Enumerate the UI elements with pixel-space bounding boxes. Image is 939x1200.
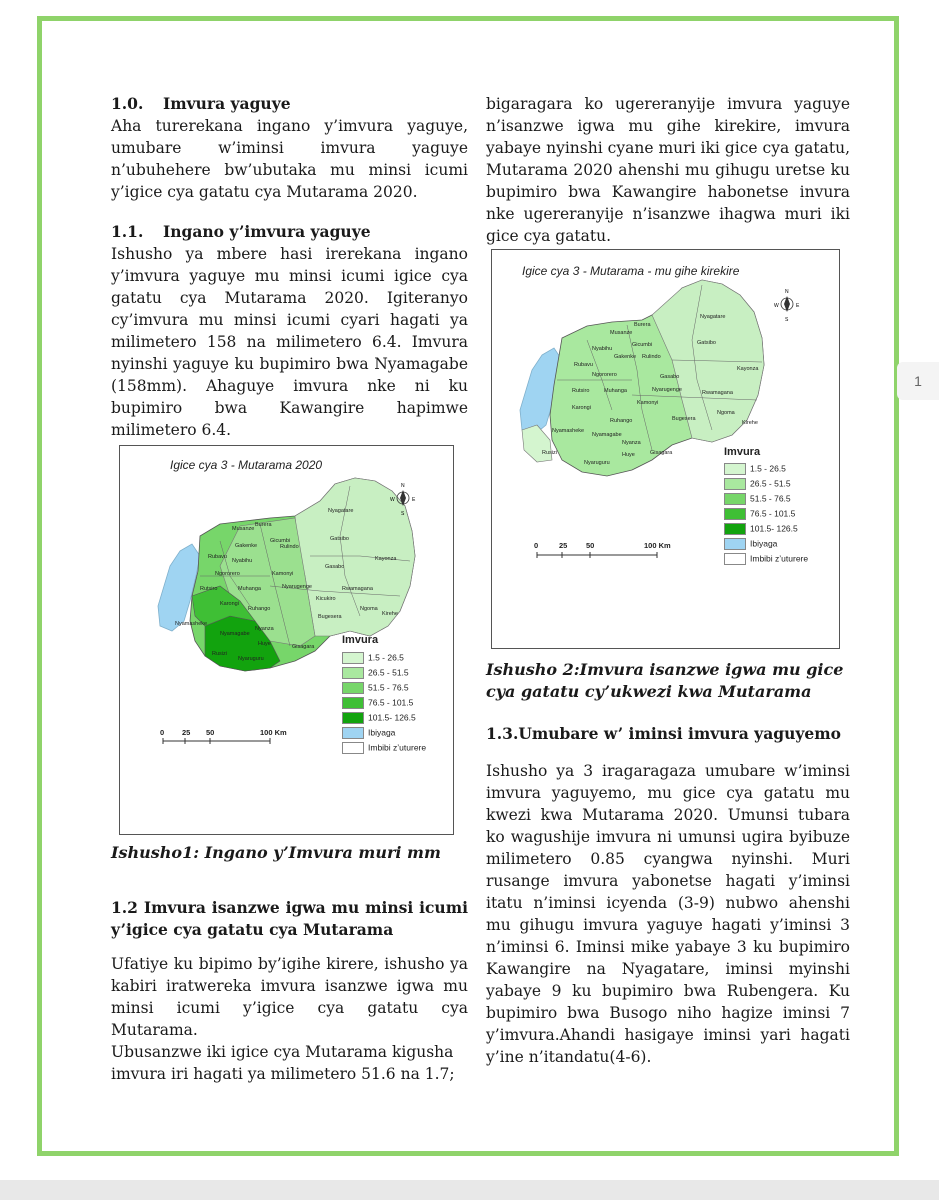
legend-swatch — [724, 493, 746, 505]
legend-item — [342, 742, 426, 754]
district-label: Kayonza — [737, 366, 759, 372]
legend-item — [724, 553, 808, 565]
legend-swatch — [724, 523, 746, 535]
scale-label-0: 0 — [534, 541, 539, 550]
legend-swatch — [342, 742, 364, 754]
district-label: Rutsiro — [200, 586, 218, 592]
scale-label-50: 50 — [206, 728, 215, 737]
section-1-0-heading — [111, 93, 468, 115]
district-label: Gakenke — [614, 354, 637, 360]
right-column-top: bigaragara ko ugereranyije imvura yaguye n’isanzwe igwa mu gihe kirekire, imvura yabaye nyinshi cyane muri iki gice cya gatatu, Mutarama 2020 ahenshi mu gihugu uretse ku bupimiro bwa Kawangire habonetse invura nke ugereranyije n’isanzwe ihagwa muri iki gice cya gatatu. — [486, 95, 850, 245]
district-label: Nyabihu — [232, 558, 253, 564]
district-label: Nyanza — [255, 626, 274, 632]
map-title: Igice cya 3 - Mutarama 2020 — [170, 458, 323, 472]
legend-swatch — [342, 712, 364, 724]
legend-label: 101.5- 126.5 — [750, 523, 798, 534]
scale-label-50: 50 — [586, 541, 595, 550]
district-label: Nyamasheke — [175, 621, 208, 627]
bottom-toolbar — [0, 1180, 939, 1200]
district-label: Bugesera — [318, 614, 342, 620]
figure-2-caption: Ishusho 2:Imvura isanzwe igwa mu gice cya gatatu cy’ukwezi kwa Mutarama — [486, 660, 844, 701]
legend-label: 51.5 - 76.5 — [750, 493, 791, 504]
legend-item — [724, 493, 791, 505]
legend-item — [724, 523, 798, 535]
district-label: Rwamagana — [702, 390, 733, 396]
legend-item — [724, 538, 777, 550]
scale-label-25: 25 — [559, 541, 568, 550]
legend-swatch — [342, 697, 364, 709]
district-label: Nyaruguru — [584, 460, 610, 466]
district-label: Ngororero — [215, 571, 240, 577]
district-label: Nyabihu — [592, 346, 613, 352]
district-label: Nyagatare — [328, 508, 354, 514]
legend-label: 26.5 - 51.5 — [750, 478, 791, 489]
legend-label: Imbibi z’uturere — [750, 553, 809, 564]
district-label: Nyanza — [622, 440, 641, 446]
district-label: Huye — [258, 641, 271, 647]
legend-swatch — [342, 682, 364, 694]
district-label: Nyamasheke — [552, 428, 585, 434]
legend-item — [342, 727, 395, 739]
district-label: Rulindo — [642, 354, 661, 360]
district-label: Gatsibo — [330, 536, 349, 542]
district-label: Rulindo — [280, 544, 299, 550]
legend-label: 101.5- 126.5 — [368, 712, 416, 723]
legend-label: 1.5 - 26.5 — [750, 463, 786, 474]
section-1-2-body: Ufatiye ku bipimo by’igihe kirere, ishusho ya kabiri iratwereka imvura isanzwe igwa mu minsi icumi y’igice cya gatatu cya Mutarama. — [111, 955, 468, 1039]
legend-label: Imbibi z’uturere — [368, 742, 427, 753]
svg-text:E: E — [796, 303, 800, 309]
district-label: Rwamagana — [342, 586, 373, 592]
legend-label: 76.5 - 101.5 — [750, 508, 796, 519]
district-label: Burera — [255, 522, 272, 528]
legend-swatch — [724, 553, 746, 565]
section-1-1-body: Ishusho ya mbere hasi irerekana ingano y’imvura yaguye mu minsi icumi igice cya gatatu cya Mutarama 2020. Igiteranyo cy’imvura mu minsi icumi cyari hagati ya milimetero 158 na milimetero 6.4. Imvura nyinshi yaguye ku bupimiro bwa Nyamagabe (158mm). Ahaguye imvura nke ni ku bupimiro bwa Kawangire hapimwe milimetero 6.4. — [111, 245, 468, 439]
section-1-1-heading — [111, 221, 468, 243]
scale-label-100: 100 Km — [644, 541, 671, 550]
section-1-0-body: Aha turerekana ingano y’imvura yaguye, umubare w’iminsi imvura yaguye n’ubuhehere bw’ubutaka mu minsi icumi y’igice cya gatatu cya Mutarama 2020. — [111, 117, 468, 201]
north-arrow-icon — [774, 289, 800, 323]
district-label: Gatsibo — [697, 340, 716, 346]
svg-text:W: W — [390, 497, 395, 503]
section-number: 1.1. — [111, 222, 144, 241]
section-1-3-heading: 1.3.Umubare w’ iminsi imvura yaguyemo — [486, 724, 841, 743]
district-label: Rusizi — [542, 450, 557, 456]
svg-text:W: W — [774, 303, 779, 309]
svg-text:N: N — [401, 483, 405, 489]
district-label: Ruhango — [248, 606, 271, 612]
district-label: Gisagara — [650, 450, 673, 456]
district-label: Nyagatare — [700, 314, 726, 320]
district-label: Bugesera — [672, 416, 696, 422]
district-label: Kamonyi — [272, 571, 294, 577]
district-label: Musanze — [232, 526, 255, 532]
svg-text:N: N — [785, 289, 789, 295]
district-label: Rubavu — [208, 554, 227, 560]
legend-item — [724, 463, 786, 475]
legend-swatch — [342, 727, 364, 739]
district-label: Nyarugenge — [282, 584, 312, 590]
page-number-tab[interactable]: 1 — [897, 362, 939, 400]
rwanda-longterm-rainfall-map — [492, 250, 839, 648]
legend-swatch — [342, 667, 364, 679]
map-figure-2 — [491, 249, 840, 649]
svg-text:S: S — [401, 511, 405, 517]
legend-label: 1.5 - 26.5 — [368, 652, 404, 663]
legend-item — [724, 508, 795, 520]
left-column-bottom — [111, 897, 468, 1085]
legend-item — [342, 697, 413, 709]
section-title: Imvura yaguye — [163, 94, 291, 113]
legend-swatch — [724, 508, 746, 520]
district-label: Huye — [622, 452, 635, 458]
district-label: Rusizi — [212, 651, 227, 657]
section-1-2-body-2: Ubusanzwe iki igice cya Mutarama kigusha imvura iri hagati ya milimetero 51.6 na 1.7; — [111, 1043, 455, 1083]
legend-item — [342, 712, 416, 724]
district-label: Kamonyi — [637, 400, 659, 406]
district-label: Ruhango — [610, 418, 633, 424]
district-label: Kirehe — [382, 611, 398, 617]
scale-label-25: 25 — [182, 728, 191, 737]
legend-item — [342, 667, 409, 679]
legend-label: 76.5 - 101.5 — [368, 697, 414, 708]
legend-swatch — [724, 538, 746, 550]
district-label: Nyamagabe — [220, 631, 250, 637]
district-label: Nyamagabe — [592, 432, 622, 438]
district-label: Kicukiro — [316, 596, 336, 602]
district-label: Kirehe — [742, 420, 758, 426]
left-column — [111, 93, 468, 441]
rwanda-rainfall-map — [120, 446, 453, 834]
scale-label-100: 100 Km — [260, 728, 287, 737]
district-label: Rutsiro — [572, 388, 590, 394]
rusizi-region — [522, 425, 552, 462]
district-label: Ngoma — [717, 410, 735, 416]
map-title: Igice cya 3 - Mutarama - mu gihe kirekire — [522, 264, 740, 278]
district-label: Burera — [634, 322, 651, 328]
legend-item — [724, 478, 791, 490]
district-label: Nyarugenge — [652, 387, 682, 393]
district-label: Muhanga — [238, 586, 261, 592]
legend-title: Imvura — [724, 446, 761, 458]
district-label: Karongi — [572, 405, 591, 411]
section-title: Ingano y’imvura yaguye — [163, 222, 371, 241]
legend-item — [342, 682, 409, 694]
svg-text:E: E — [412, 497, 416, 503]
district-label: Ngororero — [592, 372, 617, 378]
map-figure-1 — [119, 445, 454, 835]
scale-bar — [163, 738, 270, 744]
section-1-3-body: Ishusho ya 3 iragaragaza umubare w’iminsi imvura yaguyemo, mu gice cya gatatu mu kwezi kwa Mutarama 2020. Umunsi tubara ko wagushije imvura ni umunsi ugira byibuze milimetero 0.85 cyangwa nyinshi. Muri rusange imvura yabonetse hagati y’iminsi itatu n’iminsi icyenda (3-9) nubwo ahenshi mu gihugu imvura yaguye hagati y’iminsi 3 n’iminsi 6. Iminsi mike yabaye 3 ku bupimiro Kawangire na Nyagatare, iminsi myinshi yabaye 9 ku bupimiro bwa Rubengera. Ku bupimiro bwa Busogo niho hagize iminsi 7 y’imvura.Ahandi hasigaye iminsi yari hagati y’ine n’itandatu(4-6). — [486, 762, 850, 1066]
legend-label: 26.5 - 51.5 — [368, 667, 409, 678]
figure-1-caption: Ishusho1: Ingano y’Imvura muri mm — [111, 843, 441, 862]
district-label: Karongi — [220, 601, 239, 607]
district-label: Rubavu — [574, 362, 593, 368]
legend-label: 51.5 - 76.5 — [368, 682, 409, 693]
legend-label: Ibiyaga — [750, 538, 778, 549]
district-label: Gakenke — [235, 543, 258, 549]
district-label: Musanze — [610, 330, 633, 336]
section-number: 1.0. — [111, 94, 144, 113]
district-label: Ngoma — [360, 606, 378, 612]
district-label: Gicumbi — [270, 538, 291, 544]
district-label: Gisagara — [292, 644, 315, 650]
district-label: Gasabo — [660, 374, 680, 380]
section-1-2-heading: 1.2 Imvura isanzwe igwa mu minsi icumi y’igice cya gatatu cya Mutarama — [111, 898, 468, 939]
legend-swatch — [724, 478, 746, 490]
legend-label: Ibiyaga — [368, 727, 396, 738]
district-label: Muhanga — [604, 388, 627, 394]
svg-text:S: S — [785, 317, 789, 323]
district-label: Gicumbi — [632, 342, 653, 348]
district-label: Gasabo — [325, 564, 345, 570]
legend-item — [342, 652, 404, 664]
legend-swatch — [724, 463, 746, 475]
district-label: Nyaruguru — [238, 656, 264, 662]
district-label: Kayonza — [375, 556, 397, 562]
legend-title: Imvura — [342, 634, 379, 646]
scale-bar — [537, 552, 657, 558]
legend-swatch — [342, 652, 364, 664]
scale-label-0: 0 — [160, 728, 165, 737]
